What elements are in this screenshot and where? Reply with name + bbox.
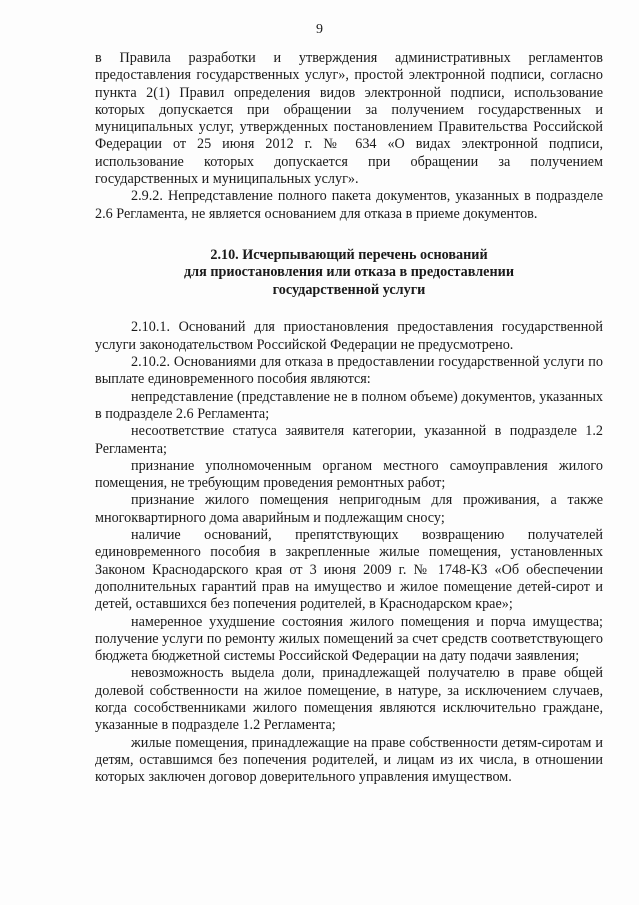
paragraph-continuation: в Правила разработки и утверждения административных регламентов предоставления государственных услуг», простой электронной подписи, согласно пункта 2(1) Правил определения видов электронной подписи, использование которых допускается при обращении за получением государственных и муниципальных услуг, утвержденных постановлением Правительства Российской Федерации от 25 июня 2012 г. № 634 «О видах электронной подписи, использование которых допускается при обращении за получением государственных и муниципальных услуг». (95, 50, 603, 188)
list-item-status-mismatch: несоответствие статуса заявителя категории, указанной в подразделе 1.2 Регламента; (95, 423, 603, 457)
list-item-return-obstacles: наличие оснований, препятствующих возвращению получателей единовременного пособия в закрепленные жилые помещения, установленных Законом Краснодарского края от 3 июня 2009 г. № 1748-КЗ «Об обеспечении дополнительных гарантий прав на имущество и жилое помещение детей-сирот и детей, оставшихся без попечения родителей, в Краснодарском крае»; (95, 527, 603, 613)
paragraph-2-9-2: 2.9.2. Непредставление полного пакета документов, указанных в подразделе 2.6 Регламента, не является основанием для отказа в приеме документов. (95, 188, 603, 222)
list-item-deliberate-damage: намеренное ухудшение состояния жилого помещения и порча имущества; получение услуги по ремонту жилых помещений за счет средств соответствующего бюджета бюджетной системы Российской Федерации на дату подачи заявления; (95, 613, 603, 665)
paragraph-2-10-2: 2.10.2. Основаниями для отказа в предоставлении государственной услуги по выплате единовременного пособия являются: (95, 354, 603, 388)
document-body (95, 50, 603, 786)
list-item-no-repair-needed: признание уполномоченным органом местного самоуправления жилого помещения, не требующим проведения ремонтных работ; (95, 457, 603, 492)
page-number: 9 (316, 22, 323, 37)
heading-line-1: 2.10. Исчерпывающий перечень оснований (210, 246, 488, 263)
list-item-trust-management: жилые помещения, принадлежащие на праве собственности детям-сиротам и детям, оставшимся без попечения родителей, и лицам из их числа, в отношении которых заключен договор доверительного управления имуществом. (95, 734, 603, 786)
heading-line-3: государственной услуги (272, 281, 426, 298)
list-item-share-allocation: невозможность выдела доли, принадлежащей получателю в праве общей долевой собственности на жилое помещение, в натуре, за исключением случаев, когда сособственниками жилого помещения являются исключительно граждане, указанные в подразделе 1.2 Регламента; (95, 665, 603, 734)
paragraph-2-10-1: 2.10.1. Оснований для приостановления предоставления государственной услуги законодательством Российской Федерации не предусмотрено. (95, 319, 603, 353)
list-item-unfit-housing: признание жилого помещения непригодным для проживания, а также многоквартирного дома аварийным и подлежащим сносу; (95, 492, 603, 526)
list-item-non-submission: непредставление (представление не в полном объеме) документов, указанных в подразделе 2.6 Регламента; (95, 388, 603, 422)
heading-line-2: для приостановления или отказа в предоставлении (183, 264, 514, 281)
section-heading-2-10 (95, 247, 603, 300)
